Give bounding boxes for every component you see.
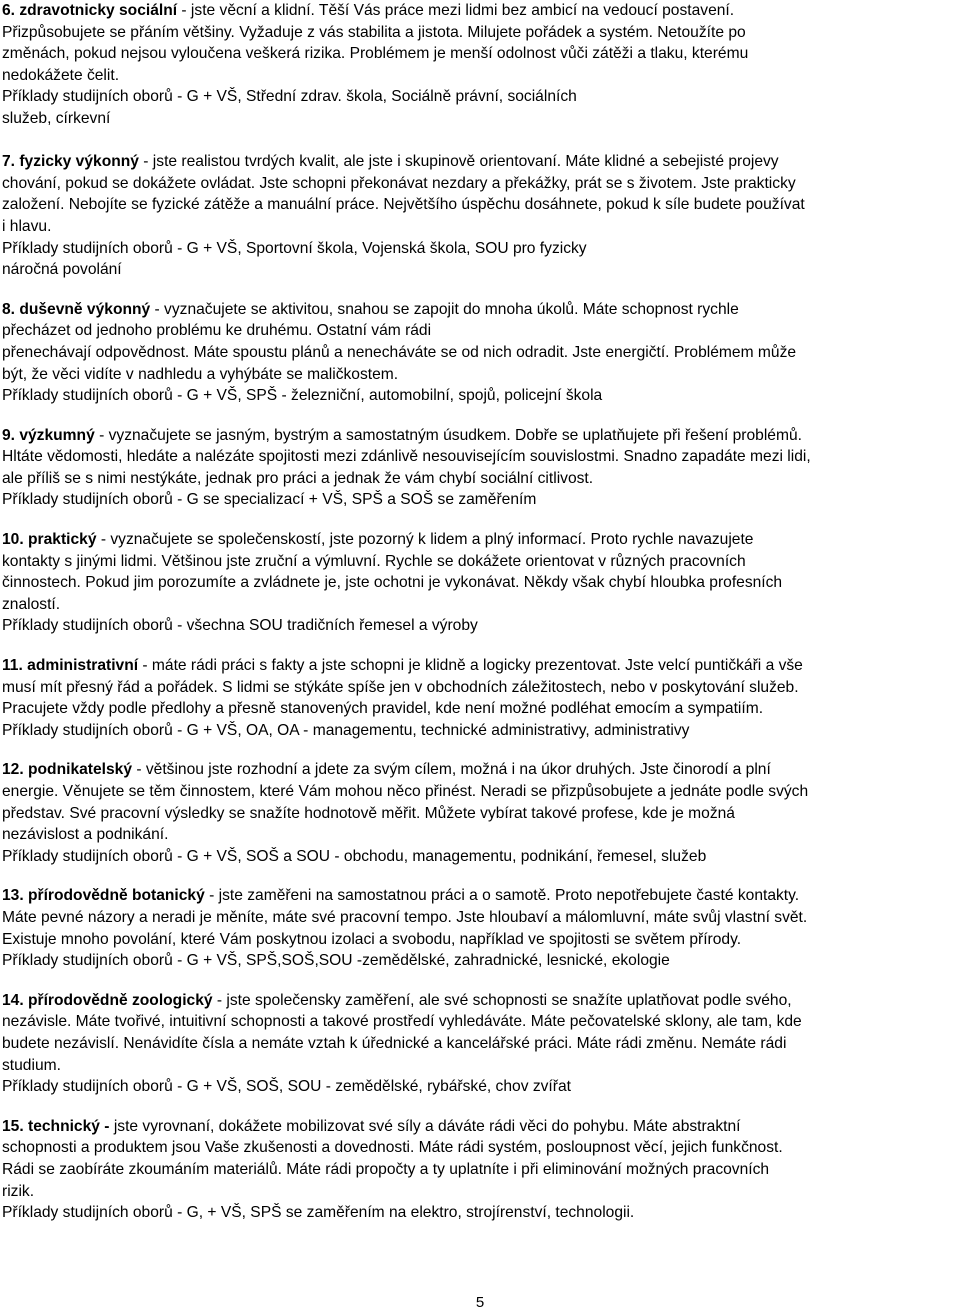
section-heading: 9. výzkumný [2, 426, 95, 444]
text-line: Máte pevné názory a neradi je měníte, máte své pracovní tempo. Jste hloubaví a málomluvní, máte svůj vlastní svět. [2, 908, 808, 926]
text-line [2, 425, 958, 447]
text-line: nezávislost a podnikání. [2, 826, 169, 844]
paragraph-gap [0, 741, 960, 759]
section-heading: 12. podnikatelský [2, 761, 133, 779]
text-line: založení. Nebojíte se fyzické zátěže a manuální práce. Největšího úspěchu dosáhnete, pokud k síle budete používat [2, 196, 805, 214]
text-line [2, 529, 958, 551]
section-s6 [0, 0, 960, 130]
section-heading: 13. přírodovědně botanický [2, 887, 205, 905]
text-line [2, 759, 958, 781]
section-intro-text: - máte rádi práci s fakty a jste schopni je klidně a logicky prezentovat. Jste velcí puntičkáři a vše [138, 657, 803, 675]
section-s7 [0, 151, 960, 281]
text-line: činnostech. Pokud jim porozumíte a zvládnete je, jste ochotni je vykonávat. Někdy však chybí hloubka profesních [2, 574, 783, 592]
text-line [2, 655, 958, 677]
text-line: nedokážete čelit. [2, 66, 120, 84]
text-line: Rádi se zaobíráte zkoumáním materiálů. Máte rádi propočty a ty uplatníte i při eliminování možných pracovních [2, 1160, 770, 1178]
paragraph-gap [0, 1098, 960, 1116]
section-heading: 10. praktický [2, 531, 97, 549]
section-s9 [0, 425, 960, 511]
text-line: Příklady studijních oborů - G + VŠ, SOŠ a SOU - obchodu, managementu, podnikání, řemesel, služeb [2, 847, 707, 865]
text-line: nezávisle. Máte tvořivé, intuitivní schopnosti a takové prostředí vyhledáváte. Máte pečovatelské sklony, ale tam, kde [2, 1013, 802, 1031]
text-line: Příklady studijních oborů - G + VŠ, SPŠ - železniční, automobilní, spojů, policejní škola [2, 387, 603, 405]
text-line [2, 299, 958, 321]
text-line: Příklady studijních oborů - G + VŠ, Sportovní škola, Vojenská škola, SOU pro fyzicky [2, 239, 587, 257]
text-line: Příklady studijních oborů - G + VŠ, SPŠ,SOŠ,SOU -zemědělské, zahradnické, lesnické, ekologie [2, 952, 670, 970]
paragraph-gap [0, 637, 960, 655]
text-line: Příklady studijních oborů - všechna SOU tradičních řemesel a výroby [2, 617, 478, 635]
section-intro-text: - vyznačujete se aktivitou, snahou se zapojit do mnoha úkolů. Máte schopnost rychle [150, 300, 739, 318]
text-line: služeb, církevní [2, 109, 111, 127]
paragraph-gap [0, 281, 960, 299]
text-line [2, 885, 958, 907]
section-s14 [0, 990, 960, 1098]
text-line: Příklady studijních oborů - G, + VŠ, SPŠ se zaměřením na elektro, strojírenství, technologii. [2, 1204, 635, 1222]
section-heading: 8. duševně výkonný [2, 300, 151, 318]
text-line: kontakty s jinými lidmi. Většinou jste zruční a výmluvní. Rychle se dokážete orientovat v různých pracovních [2, 552, 746, 570]
section-heading: 14. přírodovědně zoologický [2, 991, 213, 1009]
section-s10 [0, 529, 960, 637]
text-line: Příklady studijních oborů - G se specializací + VŠ, SPŠ a SOŠ se zaměřením [2, 491, 537, 509]
text-line: přenechávají odpovědnost. Máte spoustu plánů a nenecháváte se od nich odradit. Jste energičtí. Problémem může [2, 343, 797, 361]
section-intro-text: jste vyrovnaní, dokážete mobilizovat své síly a dáváte rádi věci do pohybu. Máte abstraktní [109, 1117, 741, 1135]
paragraph-gap [0, 867, 960, 885]
text-line: Hltáte vědomosti, hledáte a nalézáte spojitosti mezi zdánlivě nesouvisejícím souvislostmi. Snadno zapadáte mezi lidi, [2, 448, 811, 466]
text-line: Existuje mnoho povolání, které Vám poskytnou izolaci a svobodu, například ve spojitosti se světem přírody. [2, 930, 742, 948]
section-heading: 6. zdravotnicky sociální [2, 2, 178, 19]
section-s13 [0, 885, 960, 971]
section-heading: 15. technický - [2, 1117, 110, 1135]
paragraph-gap [0, 130, 960, 152]
text-line: Příklady studijních oborů - G + VŠ, OA, OA - managementu, technické administrativy, administrativy [2, 721, 690, 739]
section-intro-text: - vyznačujete se společenskostí, jste pozorný k lidem a plný informací. Proto rychle navazujete [96, 531, 754, 549]
text-line: Příklady studijních oborů - G + VŠ, SOŠ, SOU - zemědělské, rybářské, chov zvířat [2, 1078, 571, 1096]
section-intro-text: - vyznačujete se jasným, bystrým a samostatným úsudkem. Dobře se uplatňujete při řešení problémů. [94, 426, 802, 444]
text-line: přecházet od jednoho problému ke druhému. Ostatní vám rádi [2, 322, 432, 340]
text-line: náročná povolání [2, 261, 122, 279]
text-line: znalostí. [2, 595, 61, 613]
text-line: energie. Věnujete se těm činnostem, které Vám mohou něco přinést. Neradi se přizpůsobujete a jednáte podle svých [2, 783, 809, 800]
text-line [2, 0, 958, 22]
text-line: změnách, pokud nejsou vyloučena veškerá rizika. Problémem je menší odolnost vůči zátěži a tlaku, kterému [2, 45, 749, 63]
page-number: 5 [475, 1294, 485, 1311]
text-line: představ. Své pracovní výsledky se snažíte hodnotově měřit. Můžete vybírat takové profese, kde je možná [2, 804, 735, 822]
text-line: budete nezávislí. Nenávidíte čísla a nemáte vztah k úřednické a kancelářské práci. Máte rádi změnu. Nemáte rádi [2, 1034, 787, 1052]
section-s11 [0, 655, 960, 741]
paragraph-gap [0, 407, 960, 425]
text-line: rizik. [2, 1182, 35, 1200]
paragraph-gap [0, 972, 960, 990]
section-intro-text: - jste společensky zaměření, ale své schopnosti se snažíte uplatňovat podle svého, [212, 991, 792, 1009]
section-heading: 7. fyzicky výkonný [2, 153, 139, 171]
section-intro-text: - jste věcní a klidní. Těší Vás práce mezi lidmi bez ambicí na vedoucí postavení. [177, 2, 735, 19]
section-s15 [0, 1116, 960, 1224]
text-line: Přizpůsobujete se přáním většiny. Vyžaduje z vás stabilita a jistota. Milujete pořádek a systém. Netoužíte po [2, 23, 746, 41]
paragraph-gap [0, 511, 960, 529]
text-line [2, 990, 958, 1012]
section-s8 [0, 299, 960, 407]
text-line: studium. [2, 1056, 61, 1074]
section-intro-text: - jste zaměřeni na samostatnou práci a o samotě. Proto nepotřebujete časté kontakty. [204, 887, 800, 905]
text-line: chování, pokud se dokážete ovládat. Jste schopni překonávat nezdary a překážky, prát se s životem. Jste prakticky [2, 174, 796, 192]
section-intro-text: - většinou jste rozhodní a jdete za svým cílem, možná i na úkor druhých. Jste činorodí a plní [132, 761, 771, 779]
text-line [2, 151, 958, 173]
text-line: i hlavu. [2, 217, 52, 235]
text-line: ale příliš se s nimi nestýkáte, jednak pro práci a jednak že vám chybí sociální citlivost. [2, 469, 594, 487]
text-line [2, 1116, 958, 1138]
section-heading: 11. administrativní [2, 657, 139, 675]
text-line: schopnosti a produktem jsou Vaše zkušenosti a dovednosti. Máte rádi systém, posloupnost věcí, jejich funkčnost. [2, 1139, 783, 1157]
section-intro-text: - jste realistou tvrdých kvalit, ale jste i skupinově orientovaní. Máte klidné a sebejisté projevy [138, 153, 779, 171]
text-line: musí mít přesný řád a pořádek. S lidmi se stýkáte spíše jen v obchodních záležitostech, nebo v poskytování služeb. [2, 678, 799, 696]
section-s12 [0, 759, 960, 867]
text-line: být, že věci vidíte v nadhledu a vyhýbáte se maličkostem. [2, 365, 399, 383]
text-line: Příklady studijních oborů - G + VŠ, Střední zdrav. škola, Sociálně právní, sociálních [2, 88, 577, 106]
text-line: Pracujete vždy podle předlohy a přesně stanovených pravidel, kde není možné podléhat emocím a sympatiím. [2, 700, 764, 718]
